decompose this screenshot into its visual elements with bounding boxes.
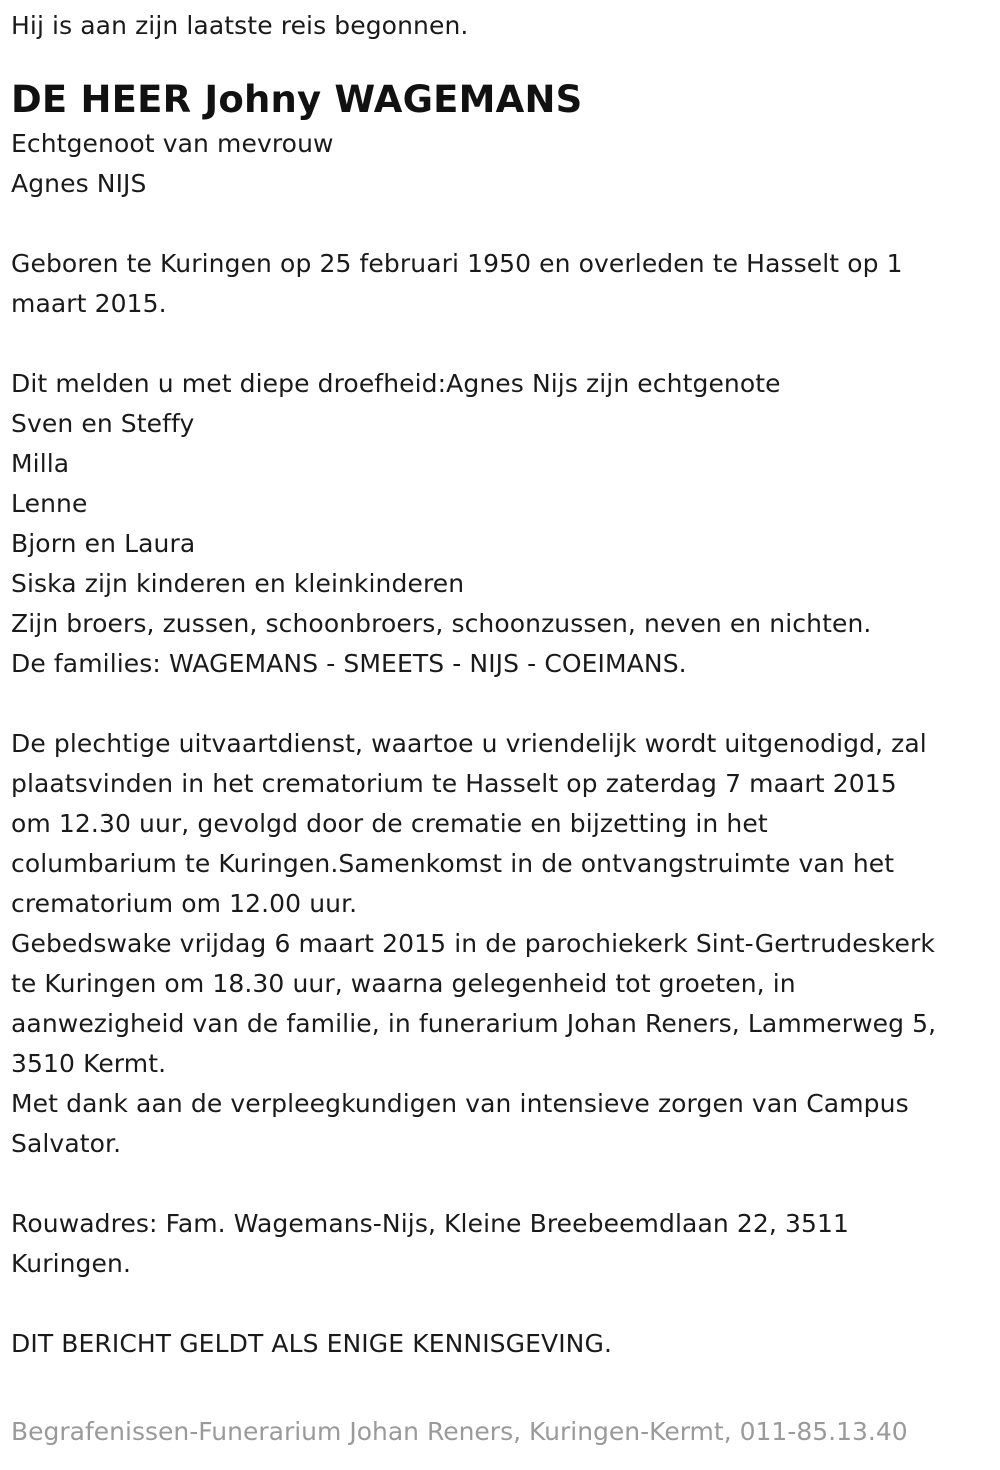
spouse-line-2: Agnes NIJS [11, 169, 147, 198]
spacer [11, 684, 991, 724]
service-line: 3510 Kermt. [11, 1049, 167, 1078]
spacer [11, 1284, 991, 1324]
mourner-line: Dit melden u met diepe droefheid:Agnes Nijs zijn echtgenote [11, 369, 781, 398]
service-line: Met dank aan de verpleegkundigen van intensieve zorgen van Campus [11, 1089, 909, 1118]
mourner-line: Lenne [11, 489, 88, 518]
service-line: aanwezigheid van de familie, in funerarium Johan Reners, Lammerweg 5, [11, 1009, 937, 1038]
birth-death-line-2: maart 2015. [11, 289, 167, 318]
mourner-line: Milla [11, 449, 70, 478]
service-block [11, 724, 991, 1164]
birth-death-line-1: Geboren te Kuringen op 25 februari 1950 en overleden te Hasselt op 1 [11, 249, 903, 278]
mourner-line: De families: WAGEMANS - SMEETS - NIJS - COEIMANS. [11, 649, 687, 678]
mourner-line: Sven en Steffy [11, 409, 195, 438]
service-line: Gebedswake vrijdag 6 maart 2015 in de parochiekerk Sint-Gertrudeskerk [11, 929, 935, 958]
notice-line: DIT BERICHT GELDT ALS ENIGE KENNISGEVING. [11, 1329, 612, 1358]
service-line: om 12.30 uur, gevolgd door de crematie en bijzetting in het [11, 809, 768, 838]
spacer [11, 324, 991, 364]
obituary-document [11, 6, 991, 1364]
address-line-2: Kuringen. [11, 1249, 132, 1278]
mourners-block [11, 364, 991, 684]
opening-line: Hij is aan zijn laatste reis begonnen. [11, 11, 469, 40]
deceased-name: DE HEER Johny WAGEMANS [11, 78, 583, 121]
footer-funeral-home: Begrafenissen-Funerarium Johan Reners, Kuringen-Kermt, 011-85.13.40 [11, 1417, 908, 1446]
spacer [11, 1164, 991, 1204]
address-line-1: Rouwadres: Fam. Wagemans-Nijs, Kleine Breebeemdlaan 22, 3511 [11, 1209, 849, 1238]
service-line: crematorium om 12.00 uur. [11, 889, 358, 918]
spouse-line-1: Echtgenoot van mevrouw [11, 129, 334, 158]
service-line: te Kuringen om 18.30 uur, waarna gelegenheid tot groeten, in [11, 969, 796, 998]
spacer [11, 204, 991, 244]
mourner-line: Siska zijn kinderen en kleinkinderen [11, 569, 465, 598]
service-line: plaatsvinden in het crematorium te Hasselt op zaterdag 7 maart 2015 [11, 769, 897, 798]
mourner-line: Zijn broers, zussen, schoonbroers, schoonzussen, neven en nichten. [11, 609, 872, 638]
service-line: De plechtige uitvaartdienst, waartoe u vriendelijk wordt uitgenodigd, zal [11, 729, 927, 758]
service-line: Salvator. [11, 1129, 122, 1158]
mourner-line: Bjorn en Laura [11, 529, 196, 558]
service-line: columbarium te Kuringen.Samenkomst in de ontvangstruimte van het [11, 849, 895, 878]
